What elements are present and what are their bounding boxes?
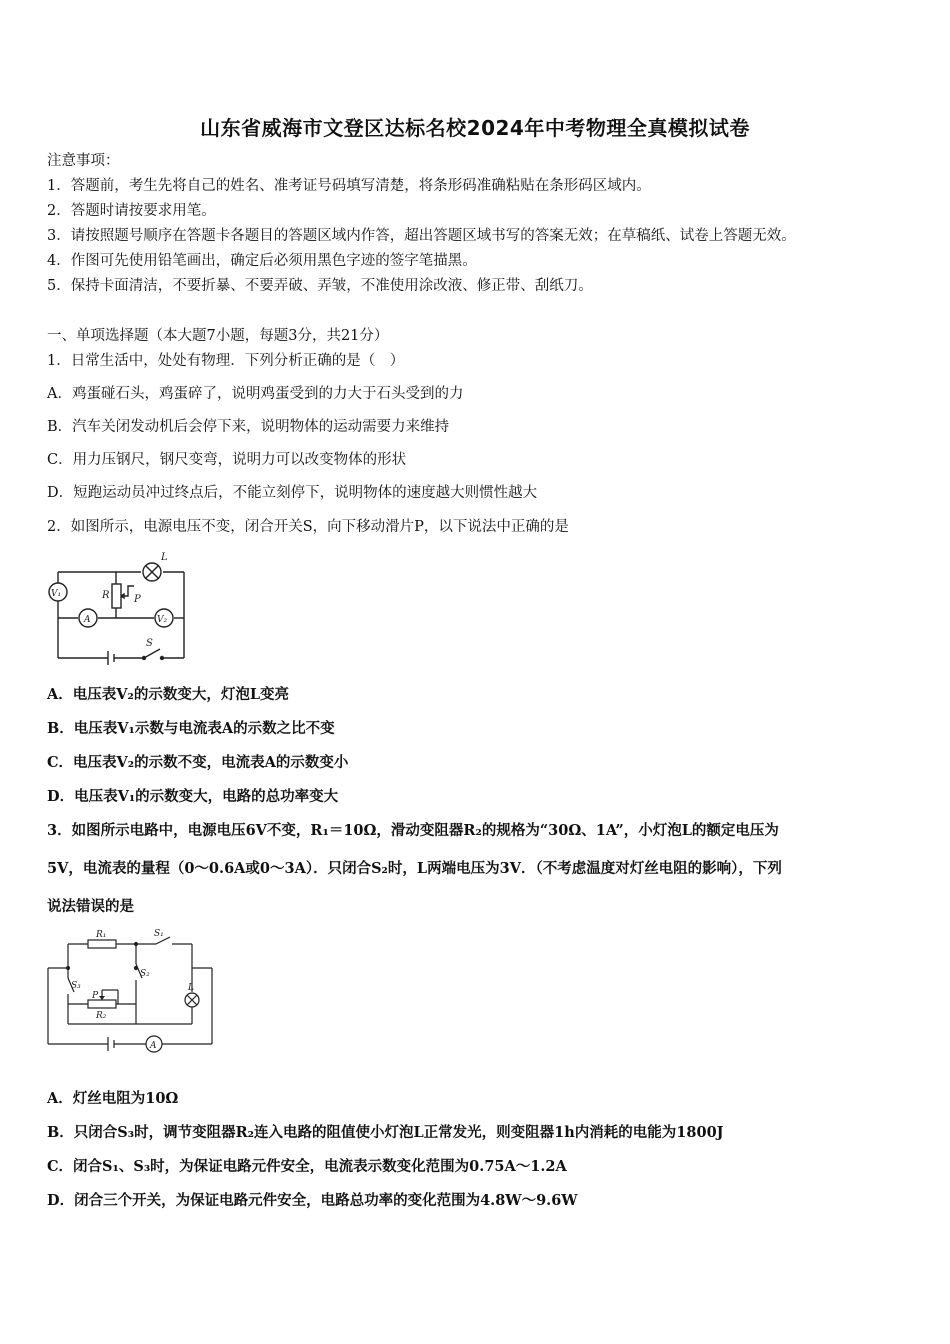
notice-item-2: 2．答题时请按要求用笔。 (47, 203, 216, 219)
q1-option-c: C．用力压钢尺，钢尺变弯，说明力可以改变物体的形状 (47, 452, 407, 468)
q3-option-c: C．闭合S₁、S₃时，为保证电路元件安全，电流表示数变化范围为0.75A～1.2A (47, 1158, 567, 1175)
q1-option-a: A．鸡蛋碰石头，鸡蛋碎了，说明鸡蛋受到的力大于石头受到的力 (47, 386, 464, 402)
q3-stem-line-2: 5V，电流表的量程（0～0.6A或0～3A）．只闭合S₂时，L两端电压为3V．（不考虑温度对灯丝电阻的影响），下列 (47, 860, 782, 877)
q3-label-ammeter: A (150, 1041, 157, 1051)
notice-item-5: 5．保持卡面清洁，不要折暴、不要弄破、弄皱，不准使用涂改液、修正带、刮纸刀。 (47, 278, 593, 294)
q2-label-v2: V₂ (157, 615, 168, 625)
q3-option-d: D．闭合三个开关，为保证电路元件安全，电路总功率的变化范围为4.8W～9.6W (47, 1192, 578, 1209)
q1-option-b: B．汽车关闭发动机后会停下来，说明物体的运动需要力来维持 (47, 419, 450, 435)
q2-label-slider: P (134, 594, 141, 605)
q3-option-b: B．只闭合S₃时，调节变阻器R₂连入电路的阻值使小灯泡L正常发光，则变阻器1h内消耗的电能为1800J (47, 1124, 724, 1141)
q3-circuit-diagram (44, 924, 216, 1054)
q2-label-switch: S (146, 638, 153, 649)
q2-label-ammeter: A (84, 615, 91, 625)
notice-item-4: 4．作图可先使用铅笔画出，确定后必须用黑色字迹的签字笔描黑。 (47, 253, 477, 269)
q3-stem-line-1: 3．如图所示电路中，电源电压6V不变，R₁＝10Ω，滑动变阻器R₂的规格为“30Ω、1A”，小灯泡L的额定电压为 (47, 822, 779, 839)
q3-stem-line-3: 说法错误的是 (47, 898, 134, 915)
q3-label-r1: R₁ (96, 930, 107, 940)
q2-label-resistor: R (102, 590, 110, 601)
q2-label-v1: V₁ (51, 589, 62, 599)
q3-label-lamp: L (188, 983, 194, 993)
q3-label-r2: R₂ (96, 1011, 107, 1021)
q2-option-b: B．电压表V₁示数与电流表A的示数之比不变 (47, 720, 335, 737)
q3-label-s2: S₂ (140, 969, 150, 979)
q2-stem: 2．如图所示，电源电压不变，闭合开关S，向下移动滑片P，以下说法中正确的是 (47, 519, 569, 535)
notice-item-1: 1．答题前，考生先将自己的姓名、准考证号码填写清楚，将条形码准确粘贴在条形码区域内。 (47, 178, 651, 194)
q2-option-c: C．电压表V₂的示数不变，电流表A的示数变小 (47, 754, 349, 771)
q1-stem: 1．日常生活中，处处有物理．下列分析正确的是（ ） (47, 353, 405, 369)
notice-item-3: 3．请按照题号顺序在答题卡各题目的答题区域内作答，超出答题区域书写的答案无效；在草稿纸、试卷上答题无效。 (47, 228, 796, 244)
section-heading: 一、单项选择题（本大题7小题，每题3分，共21分） (47, 328, 389, 344)
q3-label-s3: S₃ (71, 981, 81, 991)
notice-heading: 注意事项： (47, 153, 120, 169)
q3-option-a: A．灯丝电阻为10Ω (47, 1090, 179, 1107)
q2-option-a: A．电压表V₂的示数变大，灯泡L变亮 (47, 686, 290, 703)
q3-label-s1: S₁ (154, 929, 164, 939)
q2-circuit-diagram (44, 548, 194, 666)
q2-label-lamp: L (161, 552, 168, 563)
page-title: 山东省威海市文登区达标名校2024年中考物理全真模拟试卷 (200, 116, 750, 140)
q1-option-d: D．短跑运动员冲过终点后，不能立刻停下，说明物体的速度越大则惯性越大 (47, 485, 538, 501)
q3-label-slider: P (92, 991, 99, 1001)
q2-option-d: D．电压表V₁的示数变大，电路的总功率变大 (47, 788, 339, 805)
